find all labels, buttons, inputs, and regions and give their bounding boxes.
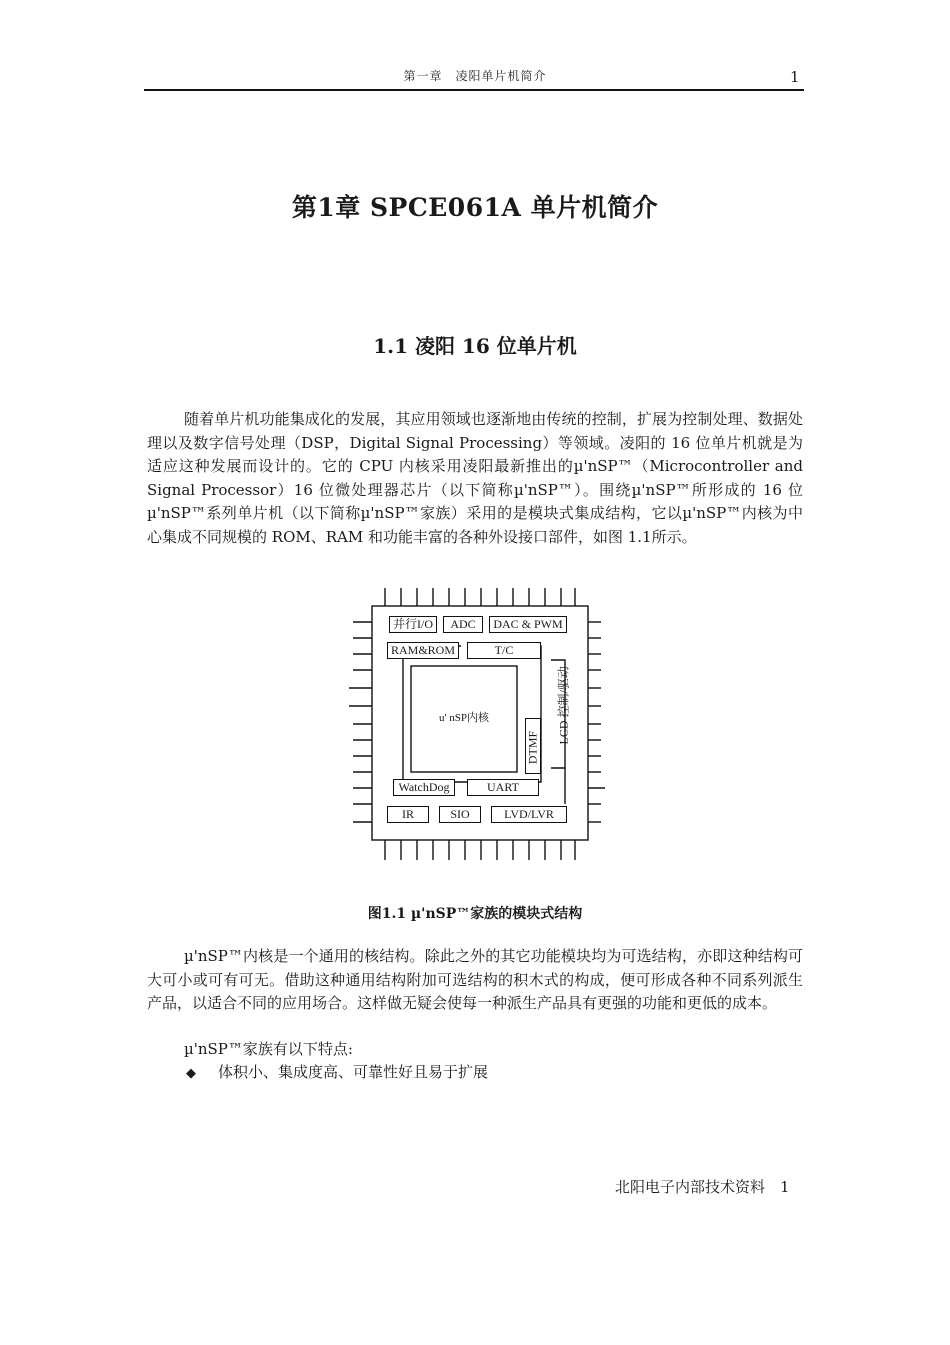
uart-block: UART <box>467 779 539 796</box>
dac-pwm-block: DAC & PWM <box>489 616 567 633</box>
feature-list-item <box>186 1061 488 1086</box>
running-header-page-number: 1 <box>790 68 800 86</box>
figure-caption: 图1.1 µ'nSP™家族的模块式结构 <box>367 906 583 922</box>
lcd-driver-label: LCD 控制/驱动 <box>556 666 571 745</box>
cpu-core-label: u' nSP内核 <box>439 712 489 724</box>
dtmf-label: DTMF <box>525 730 540 765</box>
paragraph-core-description: µ'nSP™内核是一个通用的核结构。除此之外的其它功能模块均为可选结构，亦即这种结构可大可小或可有可无。借助这种通用结构附加可选结构的积木式的构成，便可形成各种不同系列派生产品，以适合不同的应用场合。这样做无疑会使每一种派生产品具有更强的功能和更低的成本。 <box>147 947 803 1013</box>
header-divider <box>144 89 804 91</box>
paragraph-intro: 随着单片机功能集成化的发展，其应用领域也逐渐地由传统的控制，扩展为控制处理、数据处理以及数字信号处理（DSP，Digital Signal Processing）等领域。凌阳的 16 位单片机就是为适应这种发展而设计的。它的 CPU 内核采用凌阳最新推出的µ'nSP™（Microcontroller and Signal Processor）16 位微处理器芯片（以下简称µ'nSP™）。围绕µ'nSP™所形成的 16 位µ'nSP™系列单片机（以下简称µ'nSP™家族）采用的是模块式集成结构，它以µ'nSP™内核为中心集成不同规模的 ROM、RAM 和功能丰富的各种外设接口部件，如图 1.1所示。 <box>147 410 803 546</box>
running-header-title: 第一章 凌阳单片机简介 <box>403 69 547 83</box>
adc-block: ADC <box>443 616 483 633</box>
lvd-lvr-block: LVD/LVR <box>491 806 567 823</box>
timer-counter-block: T/C <box>467 642 541 659</box>
parallel-io-block: 并行I/O <box>389 616 437 633</box>
bullet-diamond-icon: ◆ <box>186 1066 196 1081</box>
sio-block: SIO <box>439 806 481 823</box>
chapter-title: 第1章 SPCE061A 单片机简介 <box>291 193 659 222</box>
ir-block: IR <box>387 806 429 823</box>
watchdog-block: WatchDog <box>393 779 455 796</box>
page-footer: 北阳电子内部技术资料 1 <box>615 1178 790 1196</box>
feature-text: 体积小、集成度高、可靠性好且易于扩展 <box>218 1063 489 1081</box>
section-title: 1.1 凌阳 16 位单片机 <box>373 334 577 358</box>
ram-rom-block: RAM&ROM <box>387 642 459 659</box>
module-structure-figure <box>345 584 605 864</box>
paragraph-features-intro: µ'nSP™家族有以下特点: <box>184 1040 353 1058</box>
